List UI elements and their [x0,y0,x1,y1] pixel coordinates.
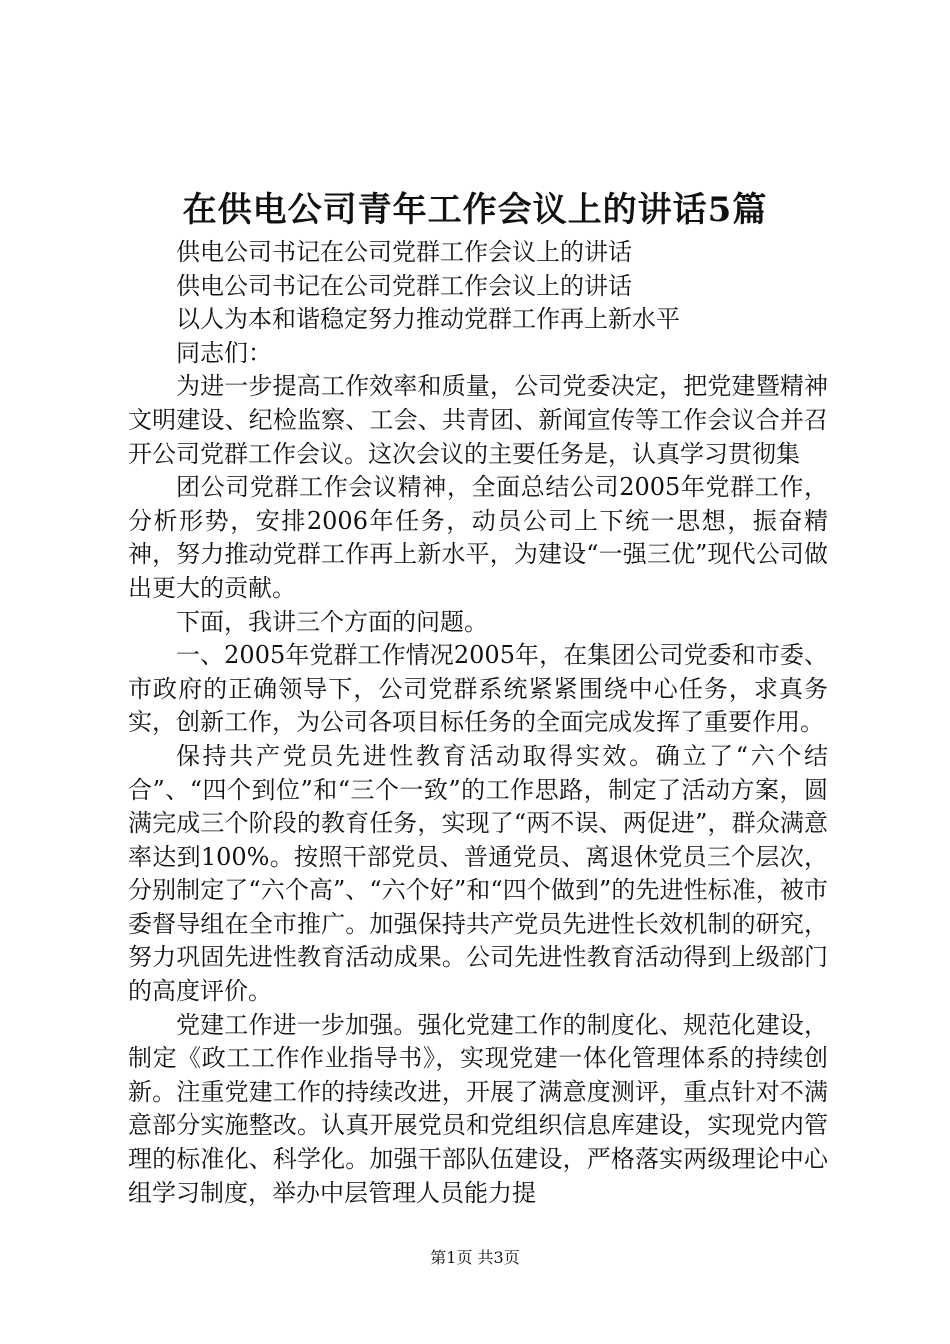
subtitle-line-1: 供电公司书记在公司党群工作会议上的讲话 [176,238,632,266]
subtitle-line-3: 以人为本和谐稳定努力推动党群工作再上新水平 [176,305,680,334]
subtitle-line-2: 供电公司书记在公司党群工作会议上的讲话 [176,271,632,300]
page-number: 第1页 共3页 [430,1248,520,1267]
paragraph: 保持共产党员先进性教育活动取得实效。确立了“六个结合”、“四个到位”和“三个一致”的工作思路，制定了活动方案，圆满完成三个阶段的教育任务，实现了“两不误、两促进”，群众满意率达到100%。按照干部党员、普通党员、离退休党员三个层次，分别制定了“六个高”、“六个好”和“四个做到”的先进性标准，被市委督导组在全市推广。加强保持共产党员先进性长效机制的研究，努力巩固先进性教育活动成果。公司先进性教育活动得到上级部门的高度评价。 [128,741,828,1006]
paragraph: 为进一步提高工作效率和质量，公司党委决定，把党建暨精神文明建设、纪检监察、工会、共青团、新闻宣传等工作会议合并召开公司党群工作会议。这次会议的主要任务是，认真学习贯彻集 [128,372,828,468]
document-title: 在供电公司青年工作会议上的讲话5篇 [182,190,768,230]
salutation: 同志们： [176,338,272,367]
paragraph: 下面，我讲三个方面的问题。 [176,607,488,636]
paragraph: 党建工作进一步加强。强化党建工作的制度化、规范化建设，制定《政工工作作业指导书》，实现党建一体化管理体系的持续创新。注重党建工作的持续改进，开展了满意度测评，重点针对不满意部分实施整改。认真开展党员和党组织信息库建设，实现党内管理的标准化、科学化。加强干部队伍建设，严格落实两级理论中心组学习制度，举办中层管理人员能力提 [128,1010,828,1207]
paragraph: 一、2005年党群工作情况2005年，在集团公司党委和市委、市政府的正确领导下，公司党群系统紧紧围绕中心任务，求真务实，创新工作，为公司各项目标任务的全面完成发挥了重要作用。 [128,641,828,737]
paragraph: 团公司党群工作会议精神，全面总结公司2005年党群工作，分析形势，安排2006年任务，动员公司上下统一思想，振奋精神，努力推动党群工作再上新水平，为建设“一强三优”现代公司做出更大的贡献。 [128,473,828,602]
document-body [128,236,828,1210]
